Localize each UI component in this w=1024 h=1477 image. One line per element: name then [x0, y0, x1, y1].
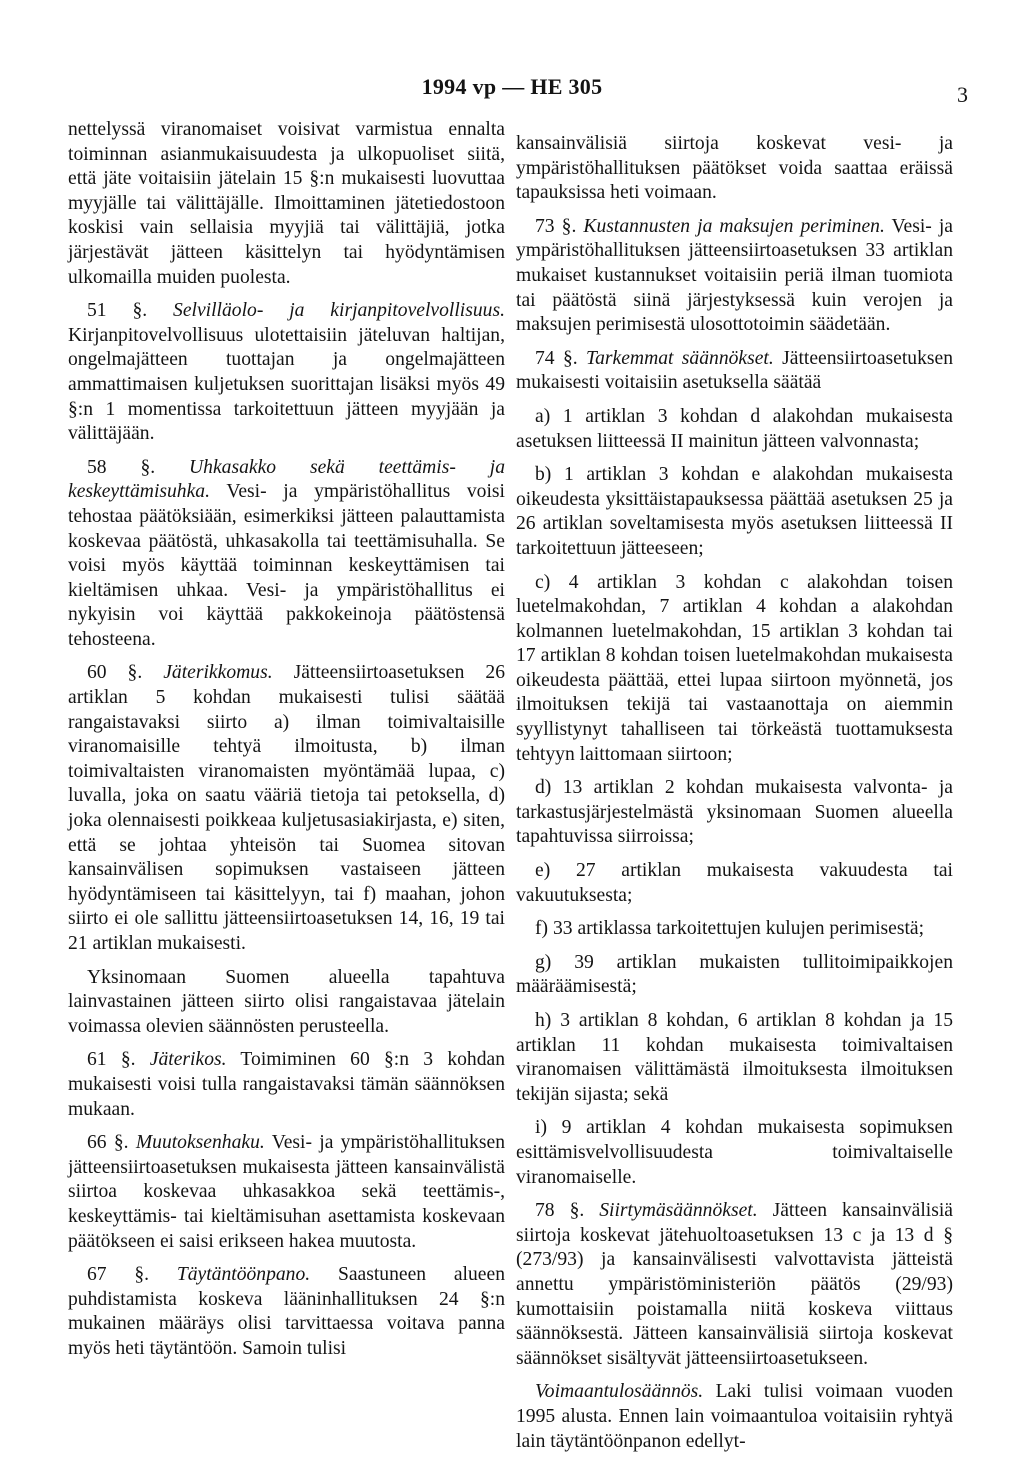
section-67 — [68, 1263, 505, 1361]
section-text: Vesi- ja ympäristöhallituksen jätteensiirtoasetuksen mukaisesta jätteen kansainvälistä siirtoa koskevaa uhkasakkoa sekä teettämis-, keskeyttämis- tai kieltämisuhan asettamista koskevaan päätökseen ei saisi erikseen hakea muutosta. — [68, 1132, 506, 1252]
running-header: 1994 vp — HE 305 — [421, 74, 603, 99]
list-item-b — [516, 463, 953, 561]
section-title: Selvilläolo- ja kirjanpitovelvollisuus. — [173, 300, 505, 322]
list-item-i — [516, 1116, 953, 1190]
section-51 — [68, 299, 505, 447]
section-text: Jätteensiirtoasetuksen mukaisesti voitaisiin asetuksella säätää — [516, 347, 953, 394]
list-item-label: b) — [535, 464, 552, 486]
list-item-text: 3 artiklan 8 kohdan, 6 artiklan 8 kohdan ja 15 artiklan 11 kohdan mukaisesta toimivaltaisen viranomaisen välittämästä ilmoituksesta ilmoituksen tekijän sijasta; sekä — [516, 1010, 953, 1105]
section-number: 51 §. — [87, 300, 148, 322]
section-title: Siirtymäsäännökset. — [599, 1200, 758, 1222]
list-item-label: h) — [535, 1010, 552, 1031]
list-item-label: g) — [535, 951, 552, 973]
list-item-d — [516, 776, 953, 850]
list-item-text: 1 artiklan 3 kohdan d alakohdan mukaisesta asetuksen liitteessä II mainitun jätteen valvonnasta; — [516, 405, 953, 452]
section-number: 60 §. — [87, 662, 143, 684]
section-title: Täytäntöönpano. — [176, 1264, 311, 1286]
list-item-c — [516, 571, 953, 768]
left-column — [68, 118, 505, 1371]
right-column — [516, 132, 953, 1463]
list-item-label: a) — [535, 405, 551, 427]
section-title: Tarkemmat säännökset. — [586, 347, 774, 369]
section-number: 61 §. — [87, 1049, 136, 1071]
section-title: Uhkasakko sekä teettämis- ja keskeyttämisuhka. — [68, 456, 505, 503]
section-title: Jäterikos. — [149, 1049, 227, 1071]
section-title: Jäterikkomus. — [163, 662, 273, 684]
section-78 — [516, 1199, 953, 1371]
section-title: Muutoksenhaku. — [135, 1132, 265, 1154]
section-number: 66 §. — [87, 1132, 129, 1154]
section-73 — [516, 215, 953, 338]
section-number: 74 §. — [535, 347, 578, 369]
section-text: Kirjanpitovelvollisuus ulotettaisiin jäteluvan haltijan, ongelmajätteen tuottajan ja ongelmajätteen ammattimaisen kuljetuksen suorittajan lisäksi myös 49 §:n 1 momentissa tarkoitettuun jätteen myyjään ja välittäjään. — [68, 324, 505, 445]
list-item-text: 13 artiklan 2 kohdan mukaisesta valvonta- ja tarkastusjärjestelmästä yksinomaan Suomen alueella tapahtuvissa siirroissa; — [516, 777, 953, 848]
list-item-label: e) — [535, 860, 551, 882]
list-item-label: c) — [535, 571, 551, 593]
list-item-f — [516, 917, 953, 942]
section-number: 78 §. — [535, 1200, 585, 1222]
list-item-text: 9 artiklan 4 kohdan mukaisesta sopimuksen esittämisvelvollisuudesta toimivaltaiselle viranomaiselle. — [516, 1117, 953, 1188]
paragraph-yksinomaan: Yksinomaan Suomen alueella tapahtuva lainvastainen jätteen siirto olisi rangaistavaa jätelain voimassa olevien säännösten perusteella. — [68, 966, 505, 1037]
list-item-h — [516, 1009, 953, 1107]
section-text: Jätteensiirtoasetuksen 26 artiklan 5 kohdan mukaisesti tulisi säätää rangaistavaksi siirto a) ilman toimivaltaisille viranomaisille tehtyä ilmoitusta, b) ilman toimivaltaisten viranomaisten myöntämää lupaa, c) luvalla, joka on saatu vääriä tietoja tai petoksella, d) joka olennaisesti poikkeaa kuljetusasiakirjasta, e) siten, että se johtaa yhteisön tai Suomea sitovan kansainvälisen sopimuksen vastaiseen jätteen hyödyntämiseen tai käsittelyyn, tai f) maahan, johon siirto ei ole sallittu jätteensiirtoasetuksen 14, 16, 19 tai 21 artiklan mukaisesti. — [68, 662, 505, 954]
list-item-text: 27 artiklan mukaisesta vakuudesta tai vakuutuksesta; — [516, 860, 953, 906]
list-item-e — [516, 859, 953, 908]
section-text: Vesi- ja ympäristöhallituksen jätteensiirtoasetuksen 33 artiklan mukaiset kustannukset voitaisiin periä ilman tuomiota tai päätöstä siinä järjestyksessä kuin verojen ja maksujen perimisestä ulosottotoimin säädetään. — [516, 215, 954, 336]
voimaantulo-paragraph — [516, 1380, 953, 1454]
section-text: Toimiminen 60 §:n 3 kohdan mukaisesti voisi tulla rangaistavaksi tämän säännöksen mukaan. — [68, 1049, 506, 1120]
list-item-label: f) — [535, 918, 549, 940]
list-item-text: 1 artiklan 3 kohdan e alakohdan mukaisesta oikeudesta yksittäistapauksessa päättää asetuksen 25 ja 26 artiklan soveltamisesta myös asetuksen liitteessä II tarkoitettuun jätteeseen; — [516, 464, 953, 559]
paragraph-continuation: nettelyssä viranomaiset voisivat varmistua ennalta toiminnan asianmukaisuudesta ja ulkopuoliset siitä, että jäte voitaisiin jätelain 15 §:n mukaisesti luovuttaa myyjälle tai välittäjälle. Ilmoittaminen jätetiedostoon koskisi vain sellaisia myyjiä tai välittäjiä, jotka järjestävät jätteen käsittelyn tai hyödyntämisen ulkomailla muiden puolesta. — [68, 119, 505, 288]
paragraph-continuation: kansainvälisiä siirtoja koskevat vesi- ja ympäristöhallituksen päätökset voida saattaa eräissä tapauksissa heti voimaan. — [516, 133, 953, 204]
section-number: 67 §. — [87, 1264, 150, 1286]
section-text: Jätteen kansainvälisiä siirtoja koskevat jätehuoltoasetuksen 13 c ja 13 d § (273/93) ja kansainvälisesti valvottavista jätteistä annettu ympäristöministeriön päätös (29/93) kumottaisiin poistamalla niitä koskeva viittaus säännöksestä. Jätteen kansainvälisiä siirtoja koskevat säännökset sisältyvät jätteensiirtoasetukseen. — [516, 1200, 953, 1369]
list-item-text: 33 artiklassa tarkoitettujen kulujen perimisestä; — [552, 918, 925, 940]
list-item-text: 4 artiklan 3 kohdan c alakohdan toisen luetelmakohdan, 7 artiklan 4 kohdan a alakohdan kolmannen luetelmakohdan, 15 artiklan 3 kohdan tai 17 artiklan 8 kohdan toisen luetelmakohdan mukaisesta oikeudesta päättää, ettei lupaa siirtoon myönnetä, jos ilmoituksen tekijä tai vastaanottaja on aiemmin syyllistynyt tahalliseen tai törkeästä tuottamuksesta tehtyyn laittomaan siirtoon; — [516, 571, 954, 765]
section-title: Voimaantulosäännös. — [535, 1381, 704, 1403]
section-74 — [516, 347, 953, 396]
list-item-label: d) — [535, 777, 552, 799]
section-text: Vesi- ja ympäristöhallitus voisi tehostaa päätöksiään, esimerkiksi jätteen palauttamista koskevaa päätöstä, uhkasakolla tai teettämisuhalla. Se voisi myös käyttää toiminnan keskeyttämisen tai kieltämisen uhkaa. Vesi- ja ympäristöhallitus ei nykyisin voi käyttää pakkokeinoja päätöstensä tehosteena. — [68, 481, 505, 650]
list-item-text: 39 artiklan mukaisten tullitoimipaikkojen määräämisestä; — [516, 951, 953, 998]
page-number: 3 — [957, 82, 968, 107]
section-text: Saastuneen alueen puhdistamista koskeva lääninhallituksen 24 §:n mukainen määräys olisi tarvittaessa voitava panna myös heti täytäntöön. Samoin tulisi — [68, 1264, 505, 1359]
section-60 — [68, 661, 505, 956]
section-66 — [68, 1131, 505, 1254]
list-item-g — [516, 951, 953, 1000]
section-number: 58 §. — [87, 456, 156, 478]
section-number: 73 §. — [535, 215, 577, 237]
section-title: Kustannusten ja maksujen periminen. — [583, 215, 885, 237]
list-item-label: i) — [535, 1117, 547, 1139]
section-58 — [68, 456, 505, 653]
section-text: Laki tulisi voimaan vuoden 1995 alusta. Ennen lain voimaantuloa voitaisiin ryhtyä lain täytäntöönpanon edellyt- — [516, 1381, 953, 1452]
section-61 — [68, 1048, 505, 1122]
list-item-a — [516, 405, 953, 454]
